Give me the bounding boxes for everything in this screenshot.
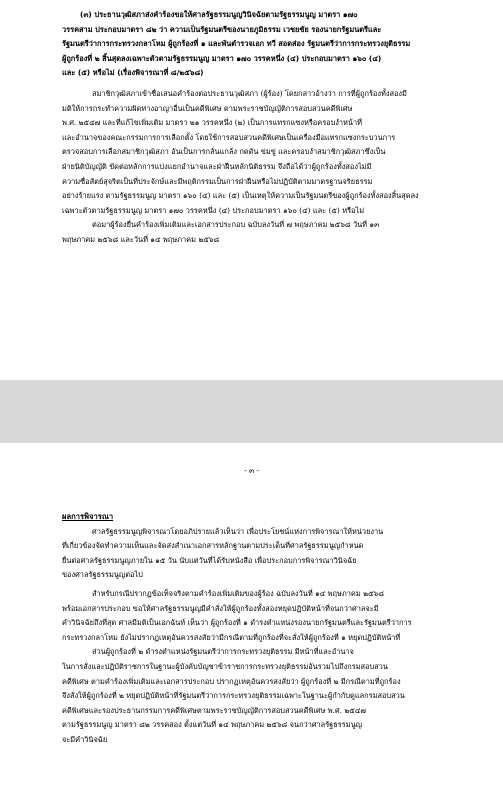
paragraph-line: ต่อมาผู้ร้องยื่นคำร้องเพิ่มเติมและเอกสารประกอบ ฉบับลงวันที่ ๗ พฤษภาคม ๒๕๖๘ วันที่ ๑๓	[92, 220, 380, 230]
paragraph-line: ส่วนผู้ถูกร้องที่ ๒ ดำรงตำแหน่งรัฐมนตรีว่าการกระทรวงยุติธรรม มีหน้าที่และอำนาจ	[92, 647, 354, 657]
paragraph-line: ที่เกี่ยวข้องจัดทำความเห็นและจัดส่งสำเนาเอกสารหลักฐานตามประเด็นที่ศาลรัฐธรรมนูญกำหนด	[62, 541, 364, 551]
paragraph-line: ความซื่อสัตย์สุจริตเป็นที่ประจักษ์และมีพฤติกรรมเป็นการฝ่าฝืนหรือไม่ปฏิบัติตามมาตรฐานจริยธรรม	[62, 176, 373, 186]
case-title-line: และ (๕) หรือไม่ (เรื่องพิจารณาที่ ๘/๒๕๖๘)	[62, 68, 204, 78]
paragraph-line: ยื่นต่อศาลรัฐธรรมนูญภายใน ๑๕ วัน นับแต่วันที่ได้รับหนังสือ เพื่อประกอบการพิจารณาวินิจฉัย	[62, 555, 357, 565]
paragraph-line: ตามรัฐธรรมนูญ มาตรา ๘๒ วรรคสอง ตั้งแต่วันที่ ๑๔ พฤษภาคม ๒๕๖๘ จนกว่าศาลรัฐธรรมนูญ	[62, 720, 362, 730]
case-title-line: วรรคสาม ประกอบมาตรา ๘๒ ว่า ความเป็นรัฐมนตรีของนายภูมิธรรม เวชยชัย รองนายกรัฐมนตรีและ	[62, 24, 382, 34]
paragraph-line: คดีพิเศษ ตามคำร้องเพิ่มเติมและเอกสารประกอบ ปรากฏเหตุอันควรสงสัยว่า ผู้ถูกร้องที่ ๒ มีกรณีตามที่ถูกร้อง	[62, 676, 401, 686]
section-heading: ผลการพิจารณา	[62, 512, 114, 521]
paragraph-line: ฝ่ายนิติบัญญัติ ขัดต่อหลักการแบ่งแยกอำนาจและฝ่าฝืนหลักนิติธรรม จึงถือได้ว่าผู้ถูกร้องทั้งสองไม่มี	[62, 161, 372, 171]
paragraph-line: อย่างร้ายแรง ตามรัฐธรรมนูญ มาตรา ๑๖๐ (๔) และ (๕) เป็นเหตุให้ความเป็นรัฐมนตรีของผู้ถูกร้องทั้งสองสิ้นสุดลง	[62, 191, 419, 201]
case-title-line: (๓) ประธานวุฒิสภาส่งคำร้องขอให้ศาลรัฐธรรมนูญวินิจฉัยตามรัฐธรรมนูญ มาตรา ๑๗๐	[80, 10, 358, 19]
paragraph-line: มติให้การกระทำความผิดทางอาญาอื่นเป็นคดีพิเศษ ตามพระราชบัญญัติการสอบสวนคดีพิเศษ	[62, 103, 353, 113]
paragraph-line: ของศาลรัฐธรรมนูญต่อไป	[62, 570, 143, 580]
paragraph-line: จะมีคำวินิจฉัย	[62, 734, 108, 744]
paragraph-line: ศาลรัฐธรรมนูญพิจารณาโดยอภิปรายแล้วเห็นว่า เพื่อประโยชน์แห่งการพิจารณาให้หน่วยงาน	[92, 526, 384, 536]
paragraph-line: กระทรวงกลาโหม ยังไม่ปรากฏเหตุอันควรสงสัยว่ามีกรณีตามที่ถูกร้องที่จะสั่งให้ผู้ถูกร้องที่ ๑ หยุดปฏิบัติหน้าที่	[62, 632, 401, 642]
paragraph-line: สมาชิกวุฒิสภาเข้าชื่อเสนอคำร้องต่อประธานวุฒิสภา (ผู้ร้อง) โดยกล่าวอ้างว่า การที่ผู้ถูกร้องทั้งสองมี	[92, 88, 407, 98]
page-number: - ๓ -	[243, 466, 260, 475]
paragraph-line: พฤษภาคม ๒๕๖๘ และวันที่ ๑๔ พฤษภาคม ๒๕๖๘	[62, 234, 220, 244]
paragraph-line: เฉพาะตัวตามรัฐธรรมนูญ มาตรา ๑๗๐ วรรคหนึ่ง (๔) ประกอบมาตรา ๑๖๐ (๔) และ (๕) หรือไม่	[62, 205, 365, 215]
paragraph-line: คดีพิเศษและรองประธานกรรมการคดีพิเศษตามพระราชบัญญัติการสอบสวนคดีพิเศษ พ.ศ. ๒๕๔๗	[62, 705, 366, 715]
paragraph-line: พร้อมเอกสารประกอบ ขอให้ศาลรัฐธรรมนูญมีคำสั่งให้ผู้ถูกร้องทั้งสองหยุดปฏิบัติหน้าที่จนกว่าศาลจะมี	[62, 603, 379, 613]
paragraph-line: ตรวจสอบการเลือกสมาชิกวุฒิสภา อันเป็นการกลั่นแกล้ง กดดัน ข่มขู่ และครอบงำสมาชิกวุฒิสภาซึ่งเป็น	[62, 147, 386, 157]
paragraph-line: สำหรับกรณีปรากฏข้อเท็จจริงตามคำร้องเพิ่มเติมของผู้ร้อง ฉบับลงวันที่ ๑๔ พฤษภาคม ๒๕๖๘	[92, 588, 384, 598]
page-separator	[0, 380, 503, 443]
paragraph-line: และอำนาจของคณะกรรมการการเลือกตั้ง โดยใช้การสอบสวนคดีพิเศษเป็นเครื่องมือแทรกแซงกระบวนการ	[62, 132, 396, 142]
result-section	[62, 510, 464, 748]
paragraph-line: คำวินิจฉัยถึงที่สุด ศาลมีมติเป็นเอกฉันท์ เห็นว่า ผู้ถูกร้องที่ ๑ ดำรงตำแหน่งรองนายกรัฐมนตรีและรัฐมนตรีว่าการ	[62, 618, 412, 628]
paragraph-line: จึงสั่งให้ผู้ถูกร้องที่ ๒ หยุดปฏิบัติหน้าที่รัฐมนตรีว่าการกระทรวงยุติธรรมเฉพาะในฐานะผู้กำกับดูแลกรมสอบสวน	[62, 691, 405, 701]
case-3-section	[62, 8, 464, 248]
paragraph-line: ในการสั่งและปฏิบัติราชการในฐานะผู้บังคับบัญชาข้าราชการกระทรวงยุติธรรมอันรวมไปถึงกรมสอบสวน	[62, 661, 388, 671]
paragraph-line: พ.ศ. ๒๕๔๗ และที่แก้ไขเพิ่มเติม มาตรา ๒๑ วรรคหนึ่ง (๒) เป็นการแทรกแซงหรือครอบงำหน้าที่	[62, 118, 362, 128]
case-title-line: รัฐมนตรีว่าการกระทรวงกลาโหม ผู้ถูกร้องที่ ๑ และพันตำรวจเอก ทวี สอดส่อง รัฐมนตรีว่าการกระทรวงยุติธรรม	[62, 39, 411, 49]
document-page-top	[0, 0, 503, 380]
case-title-line: ผู้ถูกร้องที่ ๒ สิ้นสุดลงเฉพาะตัวตามรัฐธรรมนูญ มาตรา ๑๗๐ วรรคหนึ่ง (๔) ประกอบมาตรา ๑๖๐ (๔)	[62, 53, 382, 63]
